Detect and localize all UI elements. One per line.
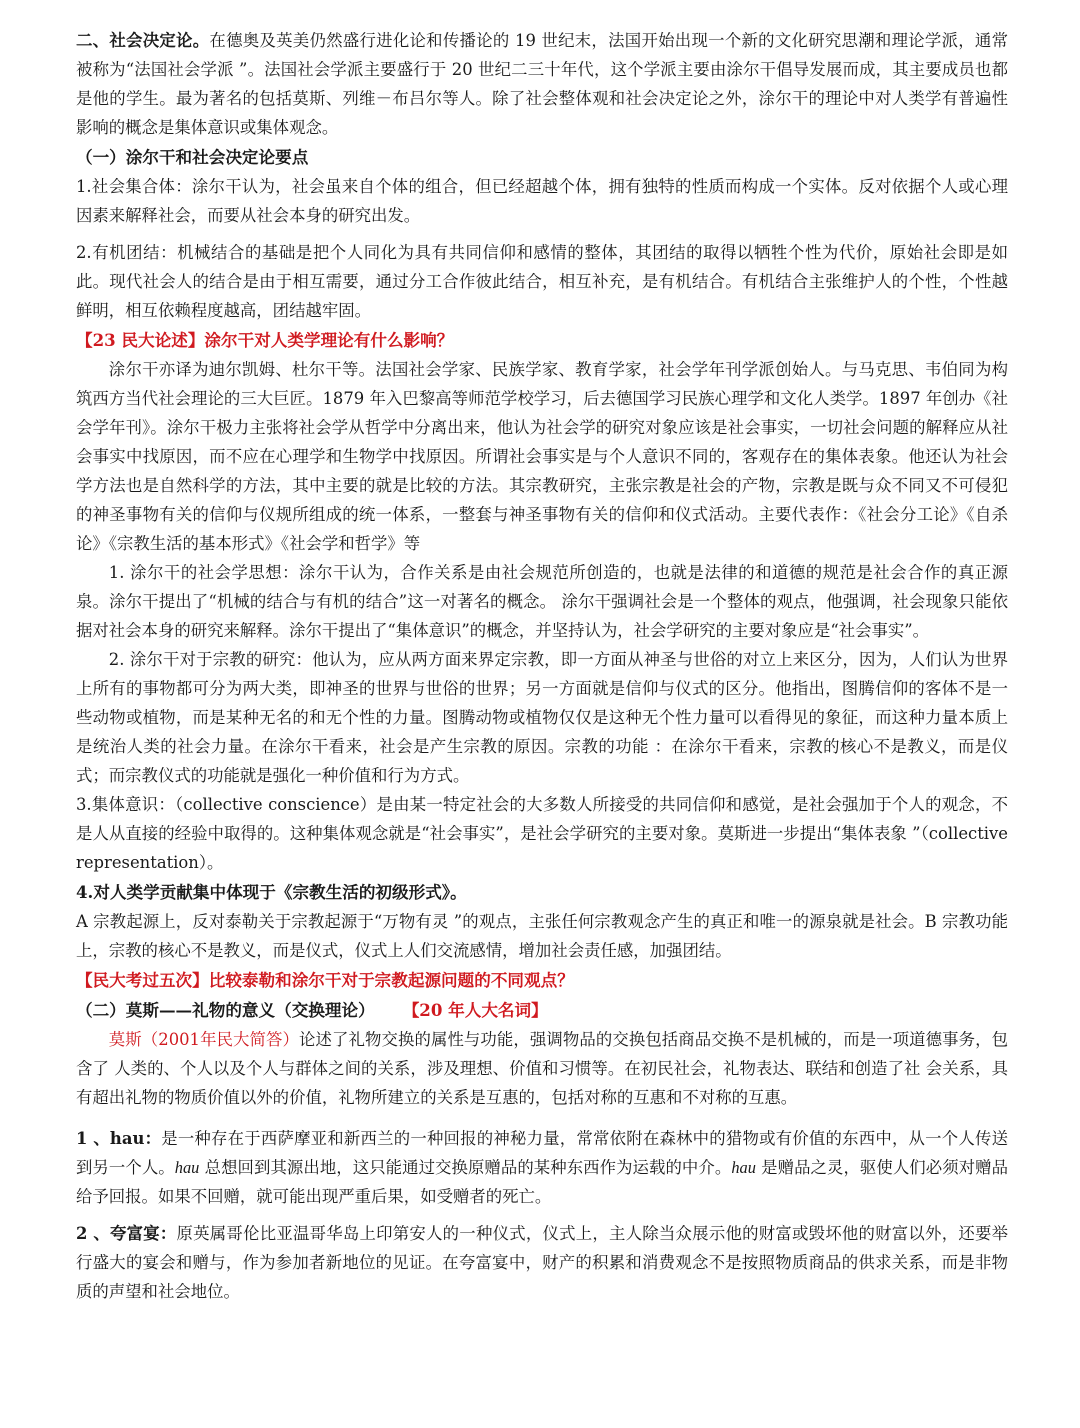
exam-question-durkheim-influence: 【23 民大论述】涂尔干对人类学理论有什么影响？: [76, 330, 454, 350]
paragraph-durkheim-sociology: 1. 涂尔干的社会学思想：涂尔干认为，合作关系是由社会规范所创造的，也就是法律的和道德的规范是社会合作的真正源泉。涂尔干提出了“机械的结合与有机的结合”这一对著名的概念。 涂尔干强调社会是一个整体的观点，他强调，社会现象只能依据对社会本身的研究来解释。涂尔干提出了“集体意识”的概念，并坚持认为，社会学研究的主要对象应是“社会事实”。: [76, 563, 1008, 640]
exam-tag: 【20 年人大名词】: [402, 1000, 548, 1020]
section-heading: 二、社会决定论。: [76, 31, 210, 50]
paragraph-durkheim-religion: 2. 涂尔干对于宗教的研究：他认为，应从两方面来界定宗教，即一方面从神圣与世俗的对立上来区分，因为，人们认为世界上所有的事物都可分为两大类，即神圣的世界与世俗的世界；另一方面就是信仰与仪式的区分。他指出，图腾信仰的客体不是一些动物或植物，而是某种无名的和无个性的力量。图腾动物或植物仅仅是这种无个性力量可以看得见的象征，而这种力量本质上是统治人类的社会力量。在涂尔干看来，社会是产生宗教的原因。宗教的功能 ：在涂尔干看来，宗教的核心不是教义，而是仪式；而宗教仪式的功能就是强化一种价值和行为方式。: [76, 650, 1008, 785]
mauss-lead: 莫斯（2001年民大简答）: [108, 1030, 300, 1049]
subheading-mauss: [76, 995, 1008, 1025]
hau-text-1: 是一种存在于西萨摩亚和新西兰的一种回报的神秘力量，常常依附在森林中的猎物或有价值的东西中，从一个人传送到另一个人。: [76, 1129, 1008, 1177]
potlatch-body: 原英属哥伦比亚温哥华岛上印第安人的一种仪式，仪式上，主人除当众展示他的财富或毁坏他的财富以外，还要举行盛大的宴会和赠与，作为参加者新地位的见证。在夸富宴中，财产的积累和消费观念不是按照物质商品的供求关系，而是非物质的声望和社会地位。: [76, 1224, 1008, 1301]
document-page: [76, 26, 1008, 1306]
point-organic-solidarity: 2.有机团结：机械结合的基础是把个人同化为具有共同信仰和感情的整体，其团结的取得以牺牲个性为代价，原始社会即是如此。现代社会人的结合是由于相互需要，通过分工合作彼此结合，相互补充，是有机结合。有机结合主张维护人的个性，个性越鲜明，相互依赖程度越高，团结越牢固。: [76, 243, 1008, 320]
potlatch-heading: 2 、夸富宴：: [76, 1224, 177, 1243]
paragraph-mauss: [76, 1025, 1008, 1112]
point-social-aggregate: 1.社会集合体：涂尔干认为，社会虽来自个体的组合，但已经超越个体，拥有独特的性质而构成一个实体。反对依据个人或心理因素来解释社会，而要从社会本身的研究出发。: [76, 177, 1008, 225]
point-contribution-body: A 宗教起源上，反对泰勒关于宗教起源于“万物有灵 ”的观点，主张任何宗教观念产生的真正和唯一的源泉就是社会。B 宗教功能上，宗教的核心不是教义，而是仪式，仪式上人们交流感情，增加社会责任感，加强团结。: [76, 912, 1008, 960]
hau-term-2: hau: [731, 1158, 756, 1177]
section-body: 在德奥及英美仍然盛行进化论和传播论的 19 世纪末，法国开始出现一个新的文化研究思潮和理论学派，通常被称为“法国社会学派 ”。法国社会学派主要盛行于 20 世纪二三十年代，这个学派主要由涂尔干倡导发展而成，其主要成员也都是他的学生。最为著名的包括莫斯、列维－布吕尔等人。除了社会整体观和社会决定论之外，涂尔干的理论中对人类学有普遍性影响的概念是集体意识或集体观念。: [76, 31, 1009, 137]
subheading-mauss-title: （二）莫斯——礼物的意义（交换理论）: [76, 1000, 375, 1020]
hau-text-3: 是赠品之灵，驱使人们必须对赠品给予回报。如果不回赠，就可能出现严重后果，如受赠者的死亡。: [76, 1158, 1008, 1206]
exam-question-religion-origin: 【民大考过五次】比较泰勒和涂尔干对于宗教起源问题的不同观点？: [76, 970, 574, 990]
paragraph-durkheim-bio: 涂尔干亦译为迪尔凯姆、杜尔干等。法国社会学家、民族学家、教育学家，社会学年刊学派创始人。与马克思、韦伯同为构筑西方当代社会理论的三大巨匠。1879 年入巴黎高等师范学校学习，后去德国学习民族心理学和文化人类学。1897 年创办《社会学年刊》。涂尔干极力主张将社会学从哲学中分离出来，他认为社会学的研究对象应该是社会事实，一切社会问题的解释应从社会事实中找原因，而不应在心理学和生物学中找原因。所谓社会事实是与个人意识不同的，客观存在的集体表象。他还认为社会学方法也是自然科学的方法，其中主要的就是比较的方法。其宗教研究，主张宗教是社会的产物，宗教是既与众不同又不可侵犯的神圣事物有关的信仰与仪规所组成的统一体系，一整套与神圣事物有关的信仰和仪式活动。主要代表作：《社会分工论》《自杀论》《宗教生活的基本形式》《社会学和哲学》等: [76, 360, 1008, 553]
section-social-determinism: [76, 26, 1008, 142]
point-potlatch: [76, 1219, 1008, 1306]
hau-term-1: hau: [174, 1158, 200, 1177]
subheading-durkheim: （一）涂尔干和社会决定论要点: [76, 147, 309, 167]
point-collective-conscience: 3.集体意识：（collective conscience）是由某一特定社会的大多数人所接受的共同信仰和感觉，是社会强加于个人的观念，不是人从直接的经验中取得的。这种集体观念就是“社会事实”，是社会学研究的主要对象。莫斯进一步提出“集体表象 ”（collective representation）。: [76, 795, 1008, 872]
hau-heading: 1 、hau：: [76, 1129, 162, 1148]
point-contribution-heading: 4.对人类学贡献集中体现于《宗教生活的初级形式》。: [76, 882, 467, 902]
point-hau: [76, 1124, 1008, 1211]
hau-text-2: 总想回到其源出地，这只能通过交换原赠品的某种东西作为运载的中介。: [199, 1158, 732, 1177]
mauss-body: 论述了礼物交换的属性与功能，强调物品的交换包括商品交换不是机械的，而是一项道德事务，包含了 人类的、个人以及个人与群体之间的关系，涉及理想、价值和习惯等。在初民社会，礼物表达、联结和创造了社 会关系，具有超出礼物的物质价值以外的价值，礼物所建立的关系是互惠的，包括对称的互惠和不对称的互惠。: [76, 1030, 1009, 1107]
